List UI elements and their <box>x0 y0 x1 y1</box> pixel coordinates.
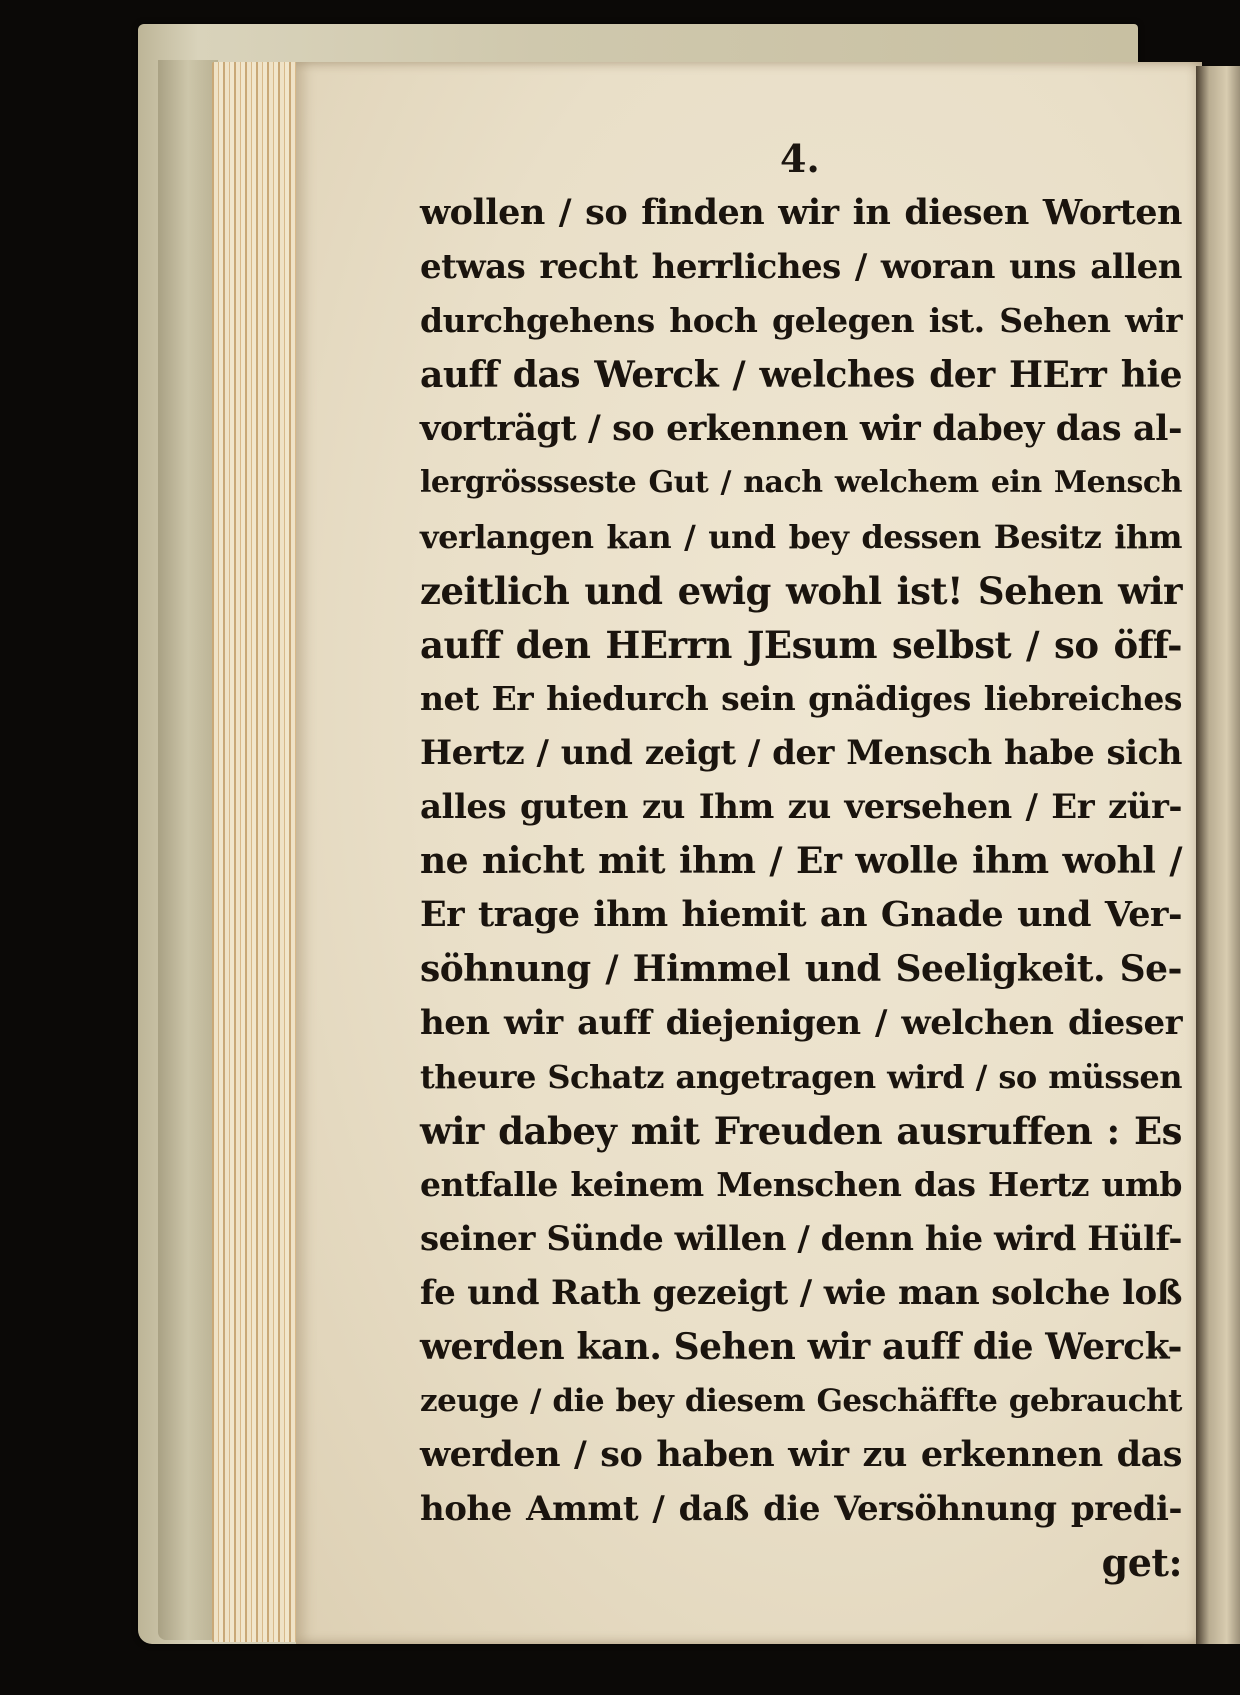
page-edges <box>212 62 302 1642</box>
text-line: wollen / so finden wir in diesen Worten <box>420 192 1182 233</box>
catchword: get: <box>1101 1540 1182 1585</box>
page-gutter <box>1196 66 1240 1644</box>
text-line: entfalle keinem Menschen das Hertz umb <box>420 1165 1182 1204</box>
text-line: auff den HErrn JEsum selbst / so öff- <box>420 623 1182 667</box>
cover-fold <box>158 60 218 1640</box>
text-line: zeitlich und ewig wohl ist! Sehen wir <box>420 569 1182 613</box>
text-line: verlangen kan / und bey dessen Besitz ihm <box>420 518 1182 556</box>
text-line: Er trage ihm hiemit an Gnade und Ver- <box>420 894 1182 935</box>
text-line: werden kan. Sehen wir auff die Werck- <box>420 1326 1182 1368</box>
text-line: wir dabey mit Freuden ausruffen : Es <box>420 1109 1182 1153</box>
text-line: alles guten zu Ihm zu versehen / Er zür- <box>420 787 1182 827</box>
text-line: Hertz / und zeigt / der Mensch habe sich <box>420 733 1182 773</box>
text-line: hen wir auff diejenigen / welchen dieser <box>420 1003 1182 1043</box>
text-line: durchgehens hoch gelegen ist. Sehen wir <box>420 301 1182 340</box>
text-line: werden / so haben wir zu erkennen das <box>420 1434 1182 1475</box>
text-line: lergrössseste Gut / nach welchem ein Mensch <box>420 465 1182 500</box>
text-line: auff das Werck / welches der HErr hie <box>420 354 1182 396</box>
text-line: zeuge / die bey diesem Geschäffte gebraucht <box>420 1383 1182 1419</box>
text-line: ne nicht mit ihm / Er wolle ihm wohl / <box>420 840 1182 882</box>
text-line: vorträgt / so erkennen wir dabey das al- <box>420 408 1182 449</box>
text-line: etwas recht herrliches / woran uns allen <box>420 247 1182 287</box>
text-line: hohe Ammt / daß die Versöhnung predi- <box>420 1489 1182 1529</box>
text-line: net Er hiedurch sein gnädiges liebreiches <box>420 679 1182 718</box>
text-line: theure Schatz angetragen wird / so müssen <box>420 1058 1182 1096</box>
text-line: söhnung / Himmel und Seeligkeit. Se- <box>420 948 1182 990</box>
text-line: seiner Sünde willen / denn hie wird Hülf- <box>420 1219 1182 1259</box>
page-text <box>420 186 1182 1590</box>
page-number: 4. <box>780 136 820 181</box>
text-line: fe und Rath gezeigt / wie man solche loß <box>420 1273 1182 1313</box>
